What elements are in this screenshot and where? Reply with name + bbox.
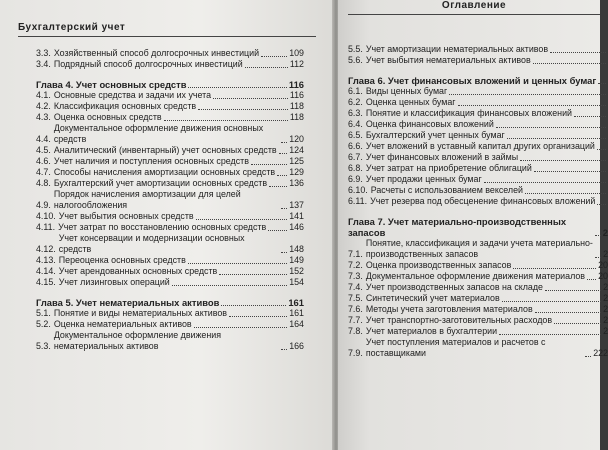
toc-entry	[348, 86, 608, 97]
toc-page-number: 112	[289, 59, 304, 69]
toc-entry-number: 6.3.	[348, 108, 363, 118]
toc-dot-leader	[251, 164, 287, 165]
toc-dot-leader	[499, 334, 601, 335]
toc-page-number: 129	[289, 167, 304, 177]
toc-page-number: 20	[598, 260, 608, 270]
toc-page-number: 141	[289, 211, 304, 221]
toc-dot-leader	[268, 230, 287, 231]
toc-entry-title: Документальное оформление движения основных средств	[53, 123, 264, 144]
toc-dot-leader	[533, 63, 606, 64]
toc-dot-leader	[279, 153, 288, 154]
toc-entry	[36, 233, 304, 255]
toc-page-number: 125	[289, 156, 304, 166]
toc-dot-leader	[188, 87, 286, 88]
toc-page-number: 154	[289, 277, 304, 287]
toc-page-number: 2	[603, 249, 608, 259]
toc-entry	[36, 59, 304, 70]
toc-page-number: 116	[289, 90, 304, 100]
toc-entry-number: 7.9.	[348, 348, 363, 358]
right-page-header: Оглавление	[348, 0, 600, 15]
toc-entry-number: 4.8.	[36, 178, 51, 188]
toc-entry-number: 4.4.	[36, 134, 51, 144]
toc-page-number: 137	[289, 200, 304, 210]
toc-dot-leader	[597, 149, 606, 150]
toc-entry-title: Глава 5. Учет нематериальных активов	[36, 297, 220, 308]
toc-entry	[348, 55, 608, 66]
toc-entry	[348, 152, 608, 163]
toc-entry-title: Бухгалтерский учет ценных бумаг	[365, 130, 505, 140]
toc-dot-leader	[261, 56, 287, 57]
toc-entry-title: Понятие и классификация финансовых вложений	[365, 108, 572, 118]
toc-entry-number: 5.1.	[36, 308, 51, 318]
toc-entry-number: 7.3.	[348, 271, 363, 281]
toc-entry-number: 5.2.	[36, 319, 51, 329]
toc-entry-title: Синтетический учет материалов	[365, 293, 500, 303]
toc-entry-number: 4.3.	[36, 112, 51, 122]
toc-entry-number: 6.10.	[348, 185, 368, 195]
toc-entry	[36, 123, 304, 145]
toc-entry	[36, 112, 304, 123]
toc-entry-title: Учет наличия и поступления основных средств	[53, 156, 249, 166]
toc-page-number: 124	[289, 145, 304, 155]
toc-entry	[348, 185, 608, 196]
toc-entry-number: 6.7.	[348, 152, 363, 162]
toc-page-number: 2	[603, 315, 608, 325]
toc-entry	[36, 178, 304, 189]
toc-entry	[348, 282, 608, 293]
toc-dot-leader	[496, 127, 606, 128]
toc-dot-leader	[281, 252, 287, 253]
toc-dot-leader	[550, 52, 606, 53]
toc-dot-leader	[194, 327, 288, 328]
toc-entry-number: 7.4.	[348, 282, 363, 292]
toc-entry-number: 6.1.	[348, 86, 363, 96]
toc-page-number: 120	[289, 134, 304, 144]
toc-entry	[36, 222, 304, 233]
toc-dot-leader	[164, 120, 288, 121]
toc-dot-leader	[269, 186, 287, 187]
toc-entry-title: Учет продажи ценных бумаг	[365, 174, 482, 184]
toc-entry	[36, 211, 304, 222]
toc-entry	[348, 108, 608, 119]
toc-chapter-entry	[348, 75, 608, 86]
toc-entry	[36, 255, 304, 266]
toc-page-number: 118	[289, 112, 304, 122]
toc-entry-title: Глава 4. Учет основных средств	[36, 79, 187, 90]
toc-dot-leader	[525, 193, 606, 194]
toc-entry-title: Учет производственных запасов на складе	[365, 282, 543, 292]
toc-entry-number: 4.10.	[36, 211, 56, 221]
toc-page-number: 161	[288, 297, 304, 308]
toc-dot-leader	[281, 208, 287, 209]
toc-entry-title: Подрядный способ долгосрочных инвестиций	[53, 59, 243, 69]
toc-entry	[36, 319, 304, 330]
toc-dot-leader	[219, 274, 287, 275]
toc-entry	[348, 326, 608, 337]
toc-page-number: 166	[289, 341, 304, 351]
toc-entry-title: Оценка производственных запасов	[365, 260, 512, 270]
toc-chapter-entry	[36, 297, 304, 308]
toc-dot-leader	[534, 171, 606, 172]
toc-entry-title: Учет затрат на приобретение облигаций	[365, 163, 532, 173]
toc-entry	[36, 101, 304, 112]
toc-entry-number: 5.5.	[348, 44, 363, 54]
toc-entry-title: Оценка нематериальных активов	[53, 319, 192, 329]
toc-dot-leader	[574, 116, 606, 117]
toc-dot-leader	[196, 219, 288, 220]
toc-entry	[348, 304, 608, 315]
toc-entry	[348, 141, 608, 152]
toc-page-number: 222	[593, 348, 608, 358]
toc-dot-leader	[598, 83, 606, 84]
toc-dot-leader	[458, 105, 606, 106]
toc-entry-title: Понятие, классификация и задачи учета материально-производственных запасов	[365, 238, 593, 259]
right-toc-list	[348, 44, 608, 359]
toc-entry-title: Учет вложений в уставный капитал других организаций	[365, 141, 595, 151]
toc-entry-title: Оценка ценных бумаг	[365, 97, 456, 107]
toc-entry	[36, 167, 304, 178]
toc-entry-number: 4.5.	[36, 145, 51, 155]
toc-entry	[36, 277, 304, 288]
toc-page-number: 2	[603, 293, 608, 303]
toc-entry	[348, 163, 608, 174]
toc-entry-number: 6.6.	[348, 141, 363, 151]
toc-dot-leader	[281, 349, 287, 350]
toc-entry-title: Учет лизинговых операций	[58, 277, 170, 287]
left-toc-list	[36, 48, 304, 352]
toc-page-number: 149	[289, 255, 304, 265]
left-page-header: Бухгалтерский учет	[18, 22, 316, 37]
toc-dot-leader	[513, 268, 596, 269]
toc-entry	[36, 90, 304, 101]
toc-page-number: 161	[289, 308, 304, 318]
toc-dot-leader	[213, 98, 288, 99]
toc-entry-number: 7.5.	[348, 293, 363, 303]
toc-entry-title: Хозяйственный способ долгосрочных инвестиций	[53, 48, 260, 58]
toc-entry-title: Глава 6. Учет финансовых вложений и ценных бумаг	[348, 75, 597, 86]
toc-entry-number: 6.5.	[348, 130, 363, 140]
toc-entry-title: Порядок начисления амортизации для целей налогообложения	[53, 189, 241, 210]
toc-entry-title: Учет консервации и модернизации основных средств	[58, 233, 245, 254]
toc-entry	[36, 266, 304, 277]
toc-entry-title: Виды ценных бумаг	[365, 86, 448, 96]
toc-page-number: 148	[289, 244, 304, 254]
toc-entry-number: 4.1.	[36, 90, 51, 100]
toc-dot-leader	[507, 138, 606, 139]
toc-dot-leader	[597, 204, 606, 205]
toc-entry	[348, 44, 608, 55]
toc-chapter-entry	[36, 79, 304, 90]
toc-entry-title: Оценка финансовых вложений	[365, 119, 494, 129]
toc-dot-leader	[198, 109, 288, 110]
toc-entry-number: 7.2.	[348, 260, 363, 270]
toc-dot-leader	[585, 356, 591, 357]
toc-entry-title: Учет финансовых вложений в займы	[365, 152, 519, 162]
toc-dot-leader	[221, 305, 286, 306]
toc-entry	[348, 293, 608, 304]
toc-page-number: 2	[603, 282, 608, 292]
toc-entry	[348, 260, 608, 271]
toc-entry-title: Учет амортизации нематериальных активов	[365, 44, 549, 54]
toc-entry-number: 6.2.	[348, 97, 363, 107]
toc-entry	[348, 97, 608, 108]
toc-entry-number: 7.6.	[348, 304, 363, 314]
toc-entry-number: 4.7.	[36, 167, 51, 177]
toc-entry-title: Способы начисления амортизации основных средств	[53, 167, 276, 177]
toc-dot-leader	[520, 160, 606, 161]
toc-entry-number: 5.3.	[36, 341, 51, 351]
toc-entry-title: Аналитический (инвентарный) учет основных средств	[53, 145, 277, 155]
toc-dot-leader	[449, 94, 606, 95]
toc-entry-title: Оценка основных средств	[53, 112, 162, 122]
toc-entry-number: 4.15.	[36, 277, 56, 287]
toc-dot-leader	[277, 175, 287, 176]
toc-dot-leader	[245, 67, 288, 68]
toc-entry-title: Учет резерва под обесценение финансовых вложений	[370, 196, 596, 206]
toc-dot-leader	[595, 235, 601, 236]
toc-entry	[36, 145, 304, 156]
toc-entry-title: Учет материалов в бухгалтерии	[365, 326, 498, 336]
toc-entry	[348, 315, 608, 326]
toc-entry-number: 4.11.	[36, 222, 56, 232]
toc-entry	[36, 48, 304, 59]
toc-entry-title: Переоценка основных средств	[58, 255, 186, 265]
toc-entry-number: 4.9.	[36, 200, 51, 210]
toc-entry	[348, 196, 608, 207]
toc-dot-leader	[587, 279, 596, 280]
toc-entry	[36, 330, 304, 352]
toc-entry-title: Основные средства и задачи их учета	[53, 90, 212, 100]
toc-entry	[36, 308, 304, 319]
toc-chapter-entry	[348, 216, 608, 238]
toc-entry	[348, 337, 608, 359]
toc-entry	[36, 156, 304, 167]
toc-entry-title: Классификация основных средств	[53, 101, 197, 111]
toc-entry	[36, 189, 304, 211]
toc-entry-number: 4.12.	[36, 244, 56, 254]
toc-entry	[348, 271, 608, 282]
toc-dot-leader	[229, 316, 287, 317]
toc-entry-number: 7.1.	[348, 249, 363, 259]
toc-entry-title: Учет транспортно-заготовительных расходов	[365, 315, 553, 325]
toc-dot-leader	[281, 142, 287, 143]
toc-entry-number: 6.8.	[348, 163, 363, 173]
toc-dot-leader	[188, 263, 287, 264]
toc-page-number: 109	[289, 48, 304, 58]
toc-entry-number: 4.2.	[36, 101, 51, 111]
toc-page-number: 20	[598, 271, 608, 281]
toc-entry-title: Учет арендованных основных средств	[58, 266, 218, 276]
toc-entry-number: 4.6.	[36, 156, 51, 166]
toc-page-number: 2	[602, 227, 608, 238]
toc-page-number: 152	[289, 266, 304, 276]
toc-entry-number: 3.4.	[36, 59, 51, 69]
toc-dot-leader	[595, 257, 601, 258]
toc-dot-leader	[502, 301, 601, 302]
toc-entry	[348, 119, 608, 130]
toc-entry-title: Расчеты с использованием векселей	[370, 185, 523, 195]
toc-entry-title: Документальное оформление движения материалов	[365, 271, 586, 281]
toc-entry-title: Учет выбытия основных средств	[58, 211, 194, 221]
right-page	[338, 0, 608, 450]
toc-page-number: 116	[288, 79, 304, 90]
toc-entry-number: 6.9.	[348, 174, 363, 184]
toc-dot-leader	[554, 323, 601, 324]
toc-entry-number: 4.13.	[36, 255, 56, 265]
toc-entry-title: Понятие и виды нематериальных активов	[53, 308, 227, 318]
toc-entry-title: Учет затрат по восстановлению основных средств	[58, 222, 267, 232]
toc-dot-leader	[484, 182, 606, 183]
toc-entry-number: 4.14.	[36, 266, 56, 276]
toc-page-number: 2	[603, 304, 608, 314]
toc-page-number: 2	[603, 326, 608, 336]
toc-page-number: 164	[289, 319, 304, 329]
toc-entry	[348, 238, 608, 260]
toc-entry-title: Глава 7. Учет материально-производственных запасов	[348, 216, 567, 238]
toc-entry	[348, 174, 608, 185]
toc-entry-number: 5.6.	[348, 55, 363, 65]
toc-entry-number: 3.3.	[36, 48, 51, 58]
toc-entry-number: 7.8.	[348, 326, 363, 336]
toc-entry-number: 6.4.	[348, 119, 363, 129]
toc-entry-number: 6.11.	[348, 196, 368, 206]
toc-dot-leader	[535, 312, 601, 313]
toc-entry-title: Бухгалтерский учет амортизации основных средств	[53, 178, 268, 188]
toc-dot-leader	[172, 285, 287, 286]
toc-dot-leader	[545, 290, 601, 291]
toc-entry-number: 7.7.	[348, 315, 363, 325]
toc-page-number: 146	[289, 222, 304, 232]
toc-entry-title: Методы учета заготовления материалов	[365, 304, 533, 314]
toc-page-number: 136	[289, 178, 304, 188]
toc-entry-title: Документальное оформление движения нематериальных активов	[53, 330, 222, 351]
toc-entry	[348, 130, 608, 141]
toc-entry-title: Учет выбытия нематериальных активов	[365, 55, 531, 65]
toc-entry-title: Учет поступления материалов и расчетов с поставщиками	[365, 337, 546, 358]
toc-page-number: 118	[289, 101, 304, 111]
